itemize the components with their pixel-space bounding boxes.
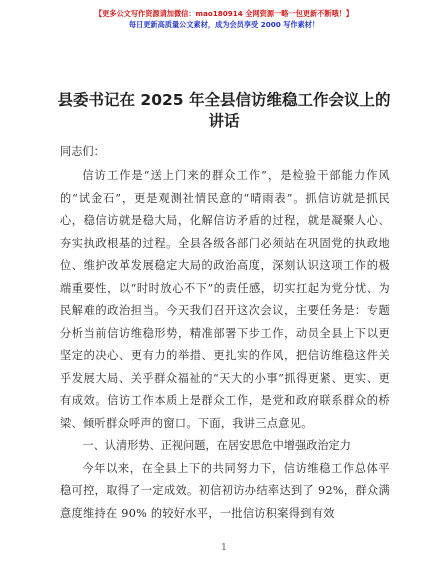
paragraph-situation: 今年以来，在全县上下的共同努力下，信访维稳工作总体平稳可控，取得了一定成效。初信初访办结率达到了 92%，群众满意度维持在 90% 的较好水平，一批信访积案得到有效 — [60, 461, 390, 520]
banner-line-2: 每日更新高质量公文素材，成为会员享受 2000 写作素材！ — [128, 20, 320, 29]
greeting: 同志们： — [60, 145, 105, 158]
title-line-1: 县委书记在 2025 年全县信访维稳工作会议上的 — [57, 91, 391, 109]
promo-banner — [0, 8, 448, 30]
document-body — [60, 141, 390, 525]
section-heading-1: 一、认清形势、正视问题，在居安思危中增强政治定力 — [82, 439, 351, 452]
paragraph-intro: 信访工作是“送上门来的群众工作”，是检验干部能力作风的“试金石”，更是观测社情民意的“晴雨表”。抓信访就是抓民心，稳信访就是稳大局，化解信访矛盾的过程，就是凝聚人心、夯实执政根基的过程。全县各级各部门必须站在巩固党的执政地位、维护改革发展稳定大局的政治高度，深刻认识这项工作的极端重要性，以“时时放心不下”的责任感，切实扛起为党分忧、为民解难的政治担当。今天我们召开这次会议，主要任务是：专题分析当前信访维稳形势，精准部署下步工作，动员全县上下以更坚定的决心、更有力的举措、更扎实的作风，把信访维稳这件关乎发展大局、关乎群众福祉的“天大的小事”抓得更紧、更实、更有成效。信访工作本质上是群众工作，是党和政府联系群众的桥梁、倾听群众呼声的窗口。下面，我讲三点意见。 — [60, 169, 390, 430]
title-line-2: 讲话 — [208, 112, 240, 130]
document-title — [50, 90, 398, 132]
banner-line-1: 【更多公文写作资源请加微信：mao180914 全网资源一略一包更新不断哦！】 — [94, 9, 354, 18]
page-number: 1 — [221, 543, 227, 553]
